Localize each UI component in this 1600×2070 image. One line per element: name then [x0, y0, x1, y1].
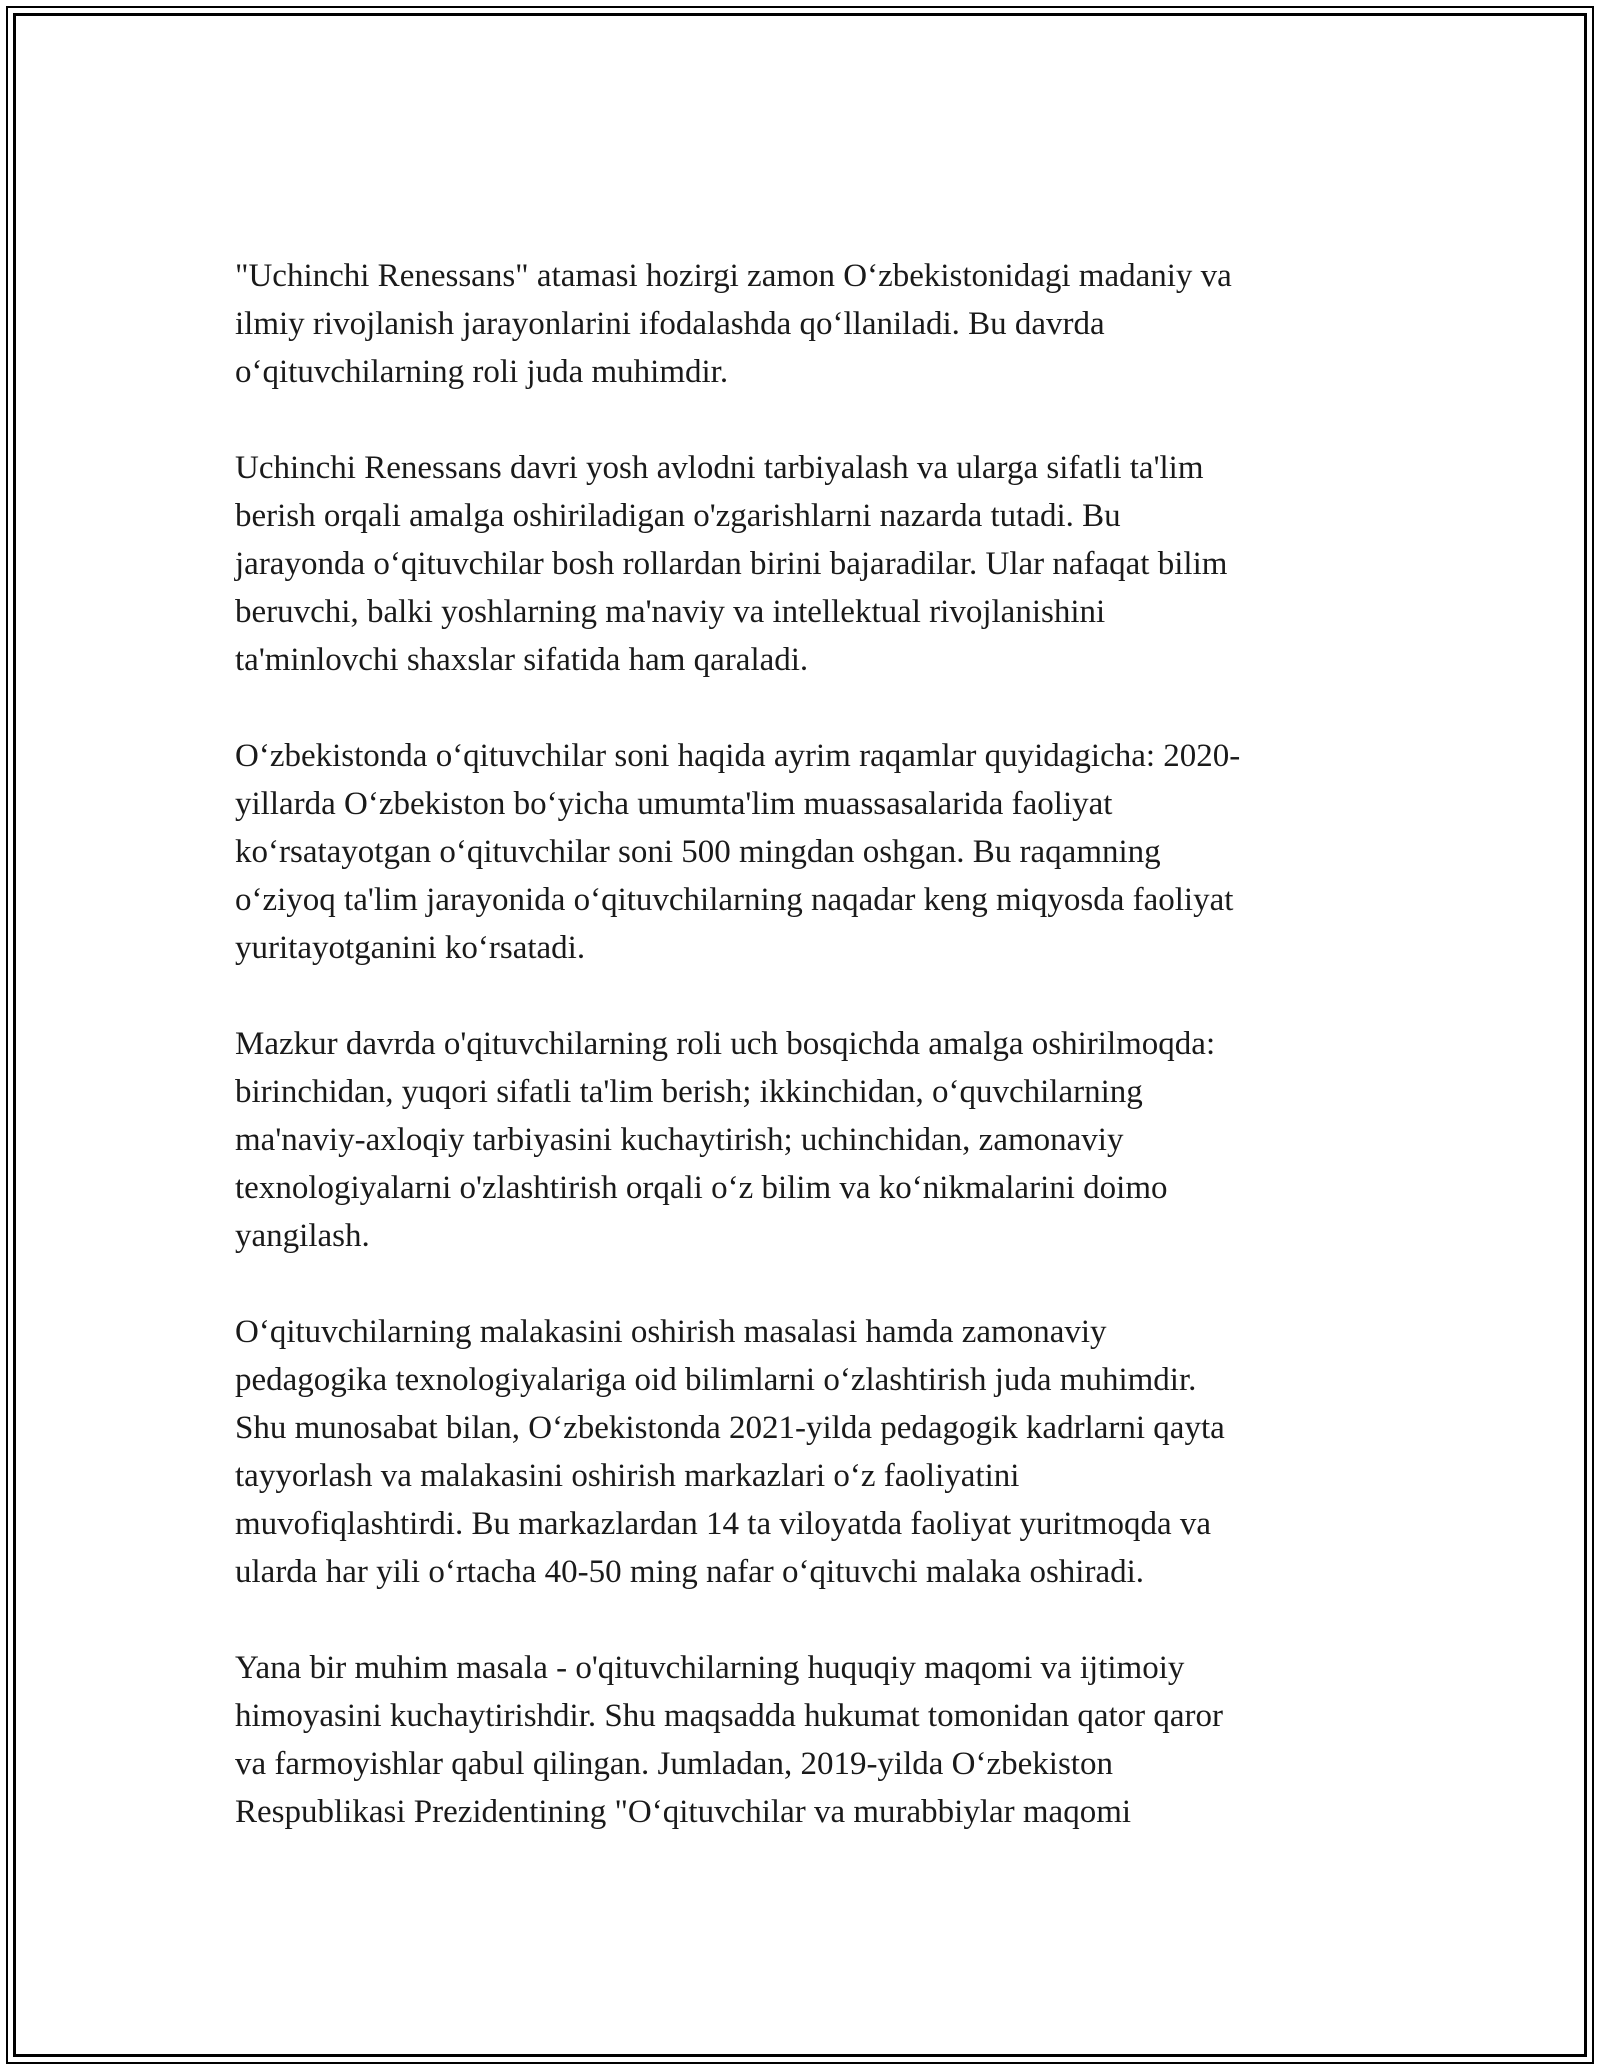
paragraph-renessans-davri: [235, 444, 1355, 684]
text-line: yillarda O‘zbekiston bo‘yicha umumta'lim muassasalarida faoliyat: [235, 786, 1113, 822]
text-line: Uchinchi Renessans davri yosh avlodni tarbiyalash va ularga sifatli ta'lim: [235, 450, 1204, 486]
text-line: muvofiqlashtirdi. Bu markazlardan 14 ta viloyatda faoliyat yuritmoqda va: [235, 1506, 1211, 1542]
text-line: Shu munosabat bilan, O‘zbekistonda 2021-yilda pedagogik kadrlarni qayta: [235, 1410, 1225, 1446]
text-line: himoyasini kuchaytirishdir. Shu maqsadda hukumat tomonidan qator qaror: [235, 1698, 1224, 1734]
text-line: tayyorlash va malakasini oshirish markazlari o‘z faoliyatini: [235, 1458, 1020, 1494]
paragraph-malaka-oshirish: [235, 1308, 1355, 1596]
text-line: yangilash.: [235, 1218, 370, 1254]
text-line: ta'minlovchi shaxslar sifatida ham qaraladi.: [235, 642, 809, 678]
text-line: ularda har yili o‘rtacha 40-50 ming nafar o‘qituvchi malaka oshiradi.: [235, 1554, 1145, 1590]
text-line: pedagogika texnologiyalariga oid bilimlarni o‘zlashtirish juda muhimdir.: [235, 1362, 1197, 1398]
text-line: O‘zbekistonda o‘qituvchilar soni haqida ayrim raqamlar quyidagicha: 2020-: [235, 738, 1241, 774]
text-line: jarayonda o‘qituvchilar bosh rollardan birini bajaradilar. Ular nafaqat bilim: [235, 546, 1228, 582]
text-line: Respublikasi Prezidentining "O‘qituvchilar va murabbiylar maqomi: [235, 1794, 1132, 1830]
paragraph-uchinchi-renessans-intro: [235, 252, 1355, 396]
text-line: va farmoyishlar qabul qilingan. Jumladan, 2019-yilda O‘zbekiston: [235, 1746, 1113, 1782]
paragraph-huquqiy-maqom: [235, 1644, 1355, 1836]
text-line: texnologiyalarni o'zlashtirish orqali o‘z bilim va ko‘nikmalarini doimo: [235, 1170, 1168, 1206]
text-line: Mazkur davrda o'qituvchilarning roli uch bosqichda amalga oshirilmoqda:: [235, 1026, 1216, 1062]
text-line: o‘qituvchilarning roli juda muhimdir.: [235, 354, 729, 390]
text-line: ko‘rsatayotgan o‘qituvchilar soni 500 mingdan oshgan. Bu raqamning: [235, 834, 1161, 870]
text-line: o‘ziyoq ta'lim jarayonida o‘qituvchilarning naqadar keng miqyosda faoliyat: [235, 882, 1234, 918]
paragraph-uch-bosqich: [235, 1020, 1355, 1260]
text-line: yuritayotganini ko‘rsatadi.: [235, 930, 586, 966]
text-line: ilmiy rivojlanish jarayonlarini ifodalashda qo‘llaniladi. Bu davrda: [235, 306, 1105, 342]
text-line: ma'naviy-axloqiy tarbiyasini kuchaytirish; uchinchidan, zamonaviy: [235, 1122, 1124, 1158]
text-line: Yana bir muhim masala - o'qituvchilarning huquqiy maqomi va ijtimoiy: [235, 1650, 1185, 1686]
paragraph-oqituvchilar-soni: [235, 732, 1355, 972]
text-line: berish orqali amalga oshiriladigan o'zgarishlarni nazarda tutadi. Bu: [235, 498, 1121, 534]
document-body: [235, 252, 1355, 1836]
text-line: O‘qituvchilarning malakasini oshirish masalasi hamda zamonaviy: [235, 1314, 1107, 1350]
text-line: "Uchinchi Renessans" atamasi hozirgi zamon O‘zbekistonidagi madaniy va: [235, 258, 1232, 294]
text-line: birinchidan, yuqori sifatli ta'lim berish; ikkinchidan, o‘quvchilarning: [235, 1074, 1143, 1110]
text-line: beruvchi, balki yoshlarning ma'naviy va intellektual rivojlanishini: [235, 594, 1106, 630]
